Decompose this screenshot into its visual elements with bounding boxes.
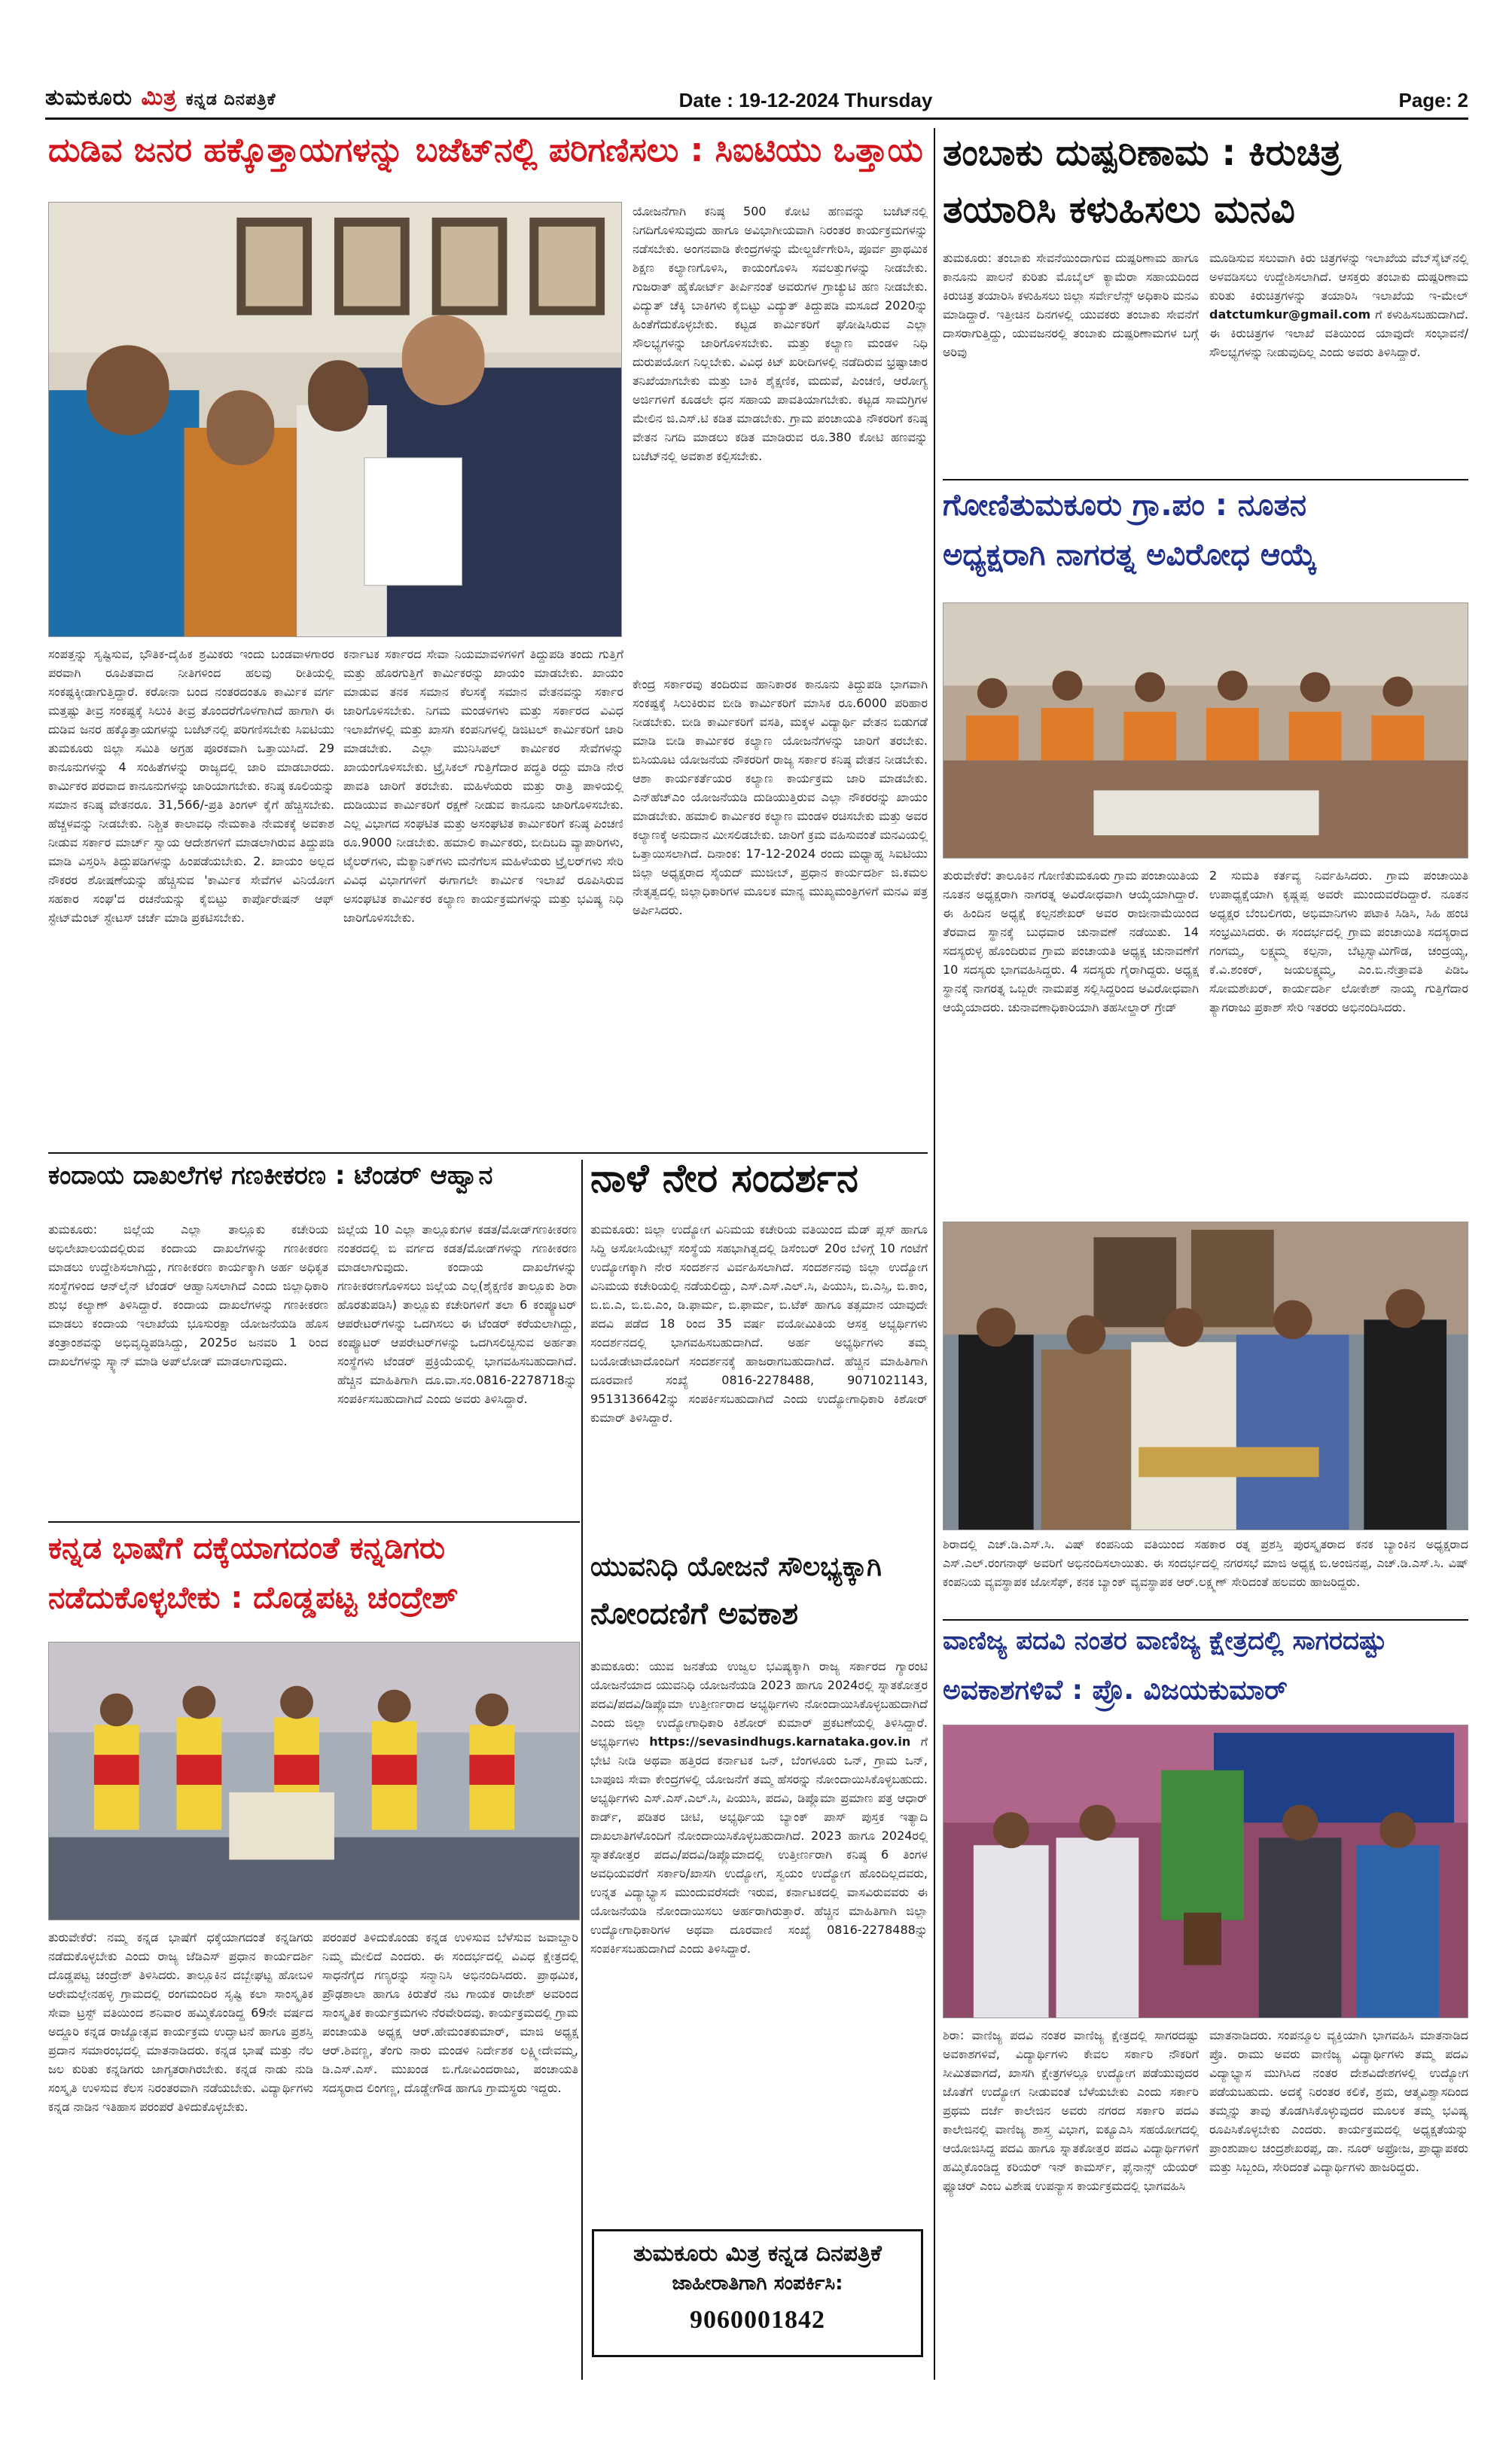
citu-col1: ಸಂಪತ್ತನ್ನು ಸೃಷ್ಟಿಸುವ, ಭೌತಿಕ-ದೈಹಿಕ ಶ್ರಮಿಕರು ಇಂದು ಬಂಡವಾಳಗಾರರ ಪರವಾಗಿ ರೂಪಿತವಾದ ನೀತಿಗಳಿಂದ ಹಲವು ರೀತಿಯಲ್ಲಿ ಸಂಕಷ್ಟಕ್ಕೀಡಾಗುತ್ತಿದ್ದಾರೆ. ಕರೋನಾ ಬಂದ ನಂತರದಂತೂ ಕಾರ್ಮಿಕ ವರ್ಗ ಮತ್ತಷ್ಟು ತೀವ್ರ ಸಂಕಷ್ಟಕ್ಕೆ ಸಿಲುಕಿ ತೀವ್ರ ತೊಂದರೆಗೊಳಗಾಗಿದೆ ಹಾಗಾಗಿ ಈ ದುಡಿವ ಜನರ ಹಕ್ಕೊತ್ತಾಯಗಳನ್ನು ಬಜೆಟ್‌ನಲ್ಲಿ ಪರಿಗಣಿಸಬೇಕು ಸಿಐಟಿಯು ತುಮಕೂರು ಜಿಲ್ಲಾ ಸಮಿತಿ ಅಗ್ರಹ ಪೂರಕವಾಗಿ ಒತ್ತಾಯಿಸಿದೆ. 29 ಕಾನೂನುಗಳನ್ನು 4 ಸಂಹಿತೆಗಳನ್ನು ರಾಜ್ಯದಲ್ಲಿ ಜಾರಿ ಮಾಡಬಾರದು. ಕಾರ್ಮಿಕರ ಪರವಾದ ಕಾನೂನುಗಳನ್ನು ಜಾರಿಯಾಗಬೇಕು. ಕನಿಷ್ಠ ಕೂಲಿಯನ್ನು ಸಮಾನ ಕನಿಷ್ಠ ವೇತನರೂ. 31,566/-ಪ್ರತಿ ತಿಂಗಳ್ ಕೈಗೆ ಹೆಚ್ಚಿಸಬೇಕು. ಹೆಚ್ಚಳವನ್ನು ನೀಡಬೇಕು. ನಿಶ್ಚಿತ ಕಾಲಾವಧಿ ನೇಮಕಾತಿ ನೇಮಕಕ್ಕೆ ಅವಕಾಶ ನೀಡುವ ಸರ್ಕಾರ ಮಾರ್ಚ್ ಸ್ವಾಯ ಆದೇಶಗಳಿಗೆ ಮಾಡಲಾಗಿರುವ ತಿದ್ದುಪಡಿ ಮಾಡಿ ವಿಸ್ತರಿಸಿ ತಿದ್ದುಪಡಿಗಳನ್ನು ಹಿಂಪಡೆಯಬೇಕು. 2. ಖಾಯಂ ಅಲ್ಲದ ನೌಕರರ ಶೋಷಣೆಯನ್ನು ಹೆಚ್ಚಿಸುವ 'ಕಾರ್ಮಿಕ ಸೇವೆಗಳ ವಿನಿಯೋಗ ಸಹಕಾರ ಸಂಘ'ದ ರಚನೆಯನ್ನು ಕೈಬಿಟ್ಟು ಕಾರ್ಪೊರೇಷನ್ ಆಫ್ ಸ್ಟೇಟ್‌ಮೆಂಟ್ ಸ್ಟೇಟಸ್ ಚರ್ಚೆ ಮಾಡಿ ಪ್ರಕಟಿಸಬೇಕು. <box>48 647 334 925</box>
citu-col-right: ಯೋಜನೆಗಾಗಿ ಕನಿಷ್ಠ 500 ಕೋಟಿ ಹಣವನ್ನು ಬಜೆಟ್‌ನಲ್ಲಿ ನಿಗದಿಗೊಳಿಸುವುದು ಹಾಗೂ ಅವಿಭಾಗೀಯವಾಗಿ ನಿರಂತರ ಕಾರ್ಯಕ್ರಮಗಳನ್ನು ನಡೆಸಬೇಕು. ಅಂಗನವಾಡಿ ಕೇಂದ್ರಗಳನ್ನು ಮೇಲ್ದರ್ಜೆಗೇರಿಸಿ, ಪೂರ್ವ ಪ್ರಾಥಮಿಕ ಶಿಕ್ಷಣ ಕಲ್ಯಾಣಗೊಳಿಸಿ, ಕಾಯಂಗೊಳಿಸಿ ಸವಲತ್ತುಗಳನ್ನು ನೀಡಬೇಕು. ಗುಜರಾತ್ ಹೈಕೋರ್ಟ್ ತೀರ್ಪಿನಂತೆ ಅವರುಗಳ ಗ್ರಾಚ್ಯುಟಿ ಹಣ ನೀಡಬೇಕು. ವಿದ್ಯುತ್ ಚೆಕ್ಕಿ ಬಾಕಿಗಳು ಕೈಬಿಟ್ಟು ವಿದ್ಯುತ್ ತಿದ್ದುಪಡಿ ಮಸೂದೆ 2020ನ್ನು ಹಿಂತೆಗೆದುಕೊಳ್ಳಬೇಕು. ಕಟ್ಟಡ ಕಾರ್ಮಿಕರಿಗೆ ಘೋಷಿಸಿರುವ ಎಲ್ಲಾ ಸೌಲಭ್ಯಗಳನ್ನು ಜಾರಿಗೊಳಿಸಬೇಕು. ಮತ್ತು ಕಲ್ಯಾಣ ಮಂಡಳಿ ನಿಧಿ ದುರುಪಯೋಗ ನಿಲ್ಲಬೇಕು. ವಿವಿಧ ಕಿಟ್ ಖರೀದಿಗಳಲ್ಲಿ ನಡೆದಿರುವ ಭ್ರಷ್ಟಾಚಾರ ತನಿಖೆಯಾಗಬೇಕು ಮತ್ತು ಬಾಕಿ ಶೈಕ್ಷಣಿಕ, ಮದುವೆ, ಪಿಂಚಣಿ, ಆರೋಗ್ಯ ಅರ್ಜಿಗಳಿಗೆ ಕೂಡಲೇ ಧನ ಸಹಾಯ ಪಾವತಿಯಾಗಬೇಕು. ಕಟ್ಟಡ ಸಾಮಗ್ರಿಗಳ ಮೇಲಿನ ಜಿ.ಎಸ್.ಟಿ ಕಡಿತ ಮಾಡಬೇಕು. ಗ್ರಾಮ ಪಂಚಾಯತಿ ನೌಕರರಿಗೆ ಕನಿಷ್ಠ ವೇತನ ನಿಗದಿ ಮಾಡಲು ಕಡಿತ ಮಾಡಿರುವ ರೂ.380 ಕೋಟಿ ಹಣವನ್ನು ಬಜೆಟ್‌ನಲ್ಲಿ ಅವಕಾಶ ಕಲ್ಪಿಸಬೇಕು. <box>633 204 928 463</box>
goni-col2: 2 ಸುಮತಿ ಕರ್ತವ್ಯ ನಿರ್ವಹಿಸಿದರು. ಗ್ರಾಮ ಪಂಚಾಯಿತಿ ಉಪಾಧ್ಯಕ್ಷೆಯಾಗಿ ಕೃಷ್ಣಪ್ಪ ಅವರೇ ಮುಂದುವರೆದಿದ್ದಾರೆ. ನೂತನ ಅಧ್ಯಕ್ಷರ ಬೆಂಬಲಿಗರು, ಅಭಿಮಾನಿಗಳು ಪಟಾಕಿ ಸಿಡಿಸಿ, ಸಿಹಿ ಹಂಚಿ ಸಂಭ್ರಮಿಸಿದರು. ಈ ಸಂದರ್ಭದಲ್ಲಿ ಗ್ರಾಮ ಪಂಚಾಯಿತಿ ಸದಸ್ಯರಾದ ಗಂಗಮ್ಮ, ಲಕ್ಷ್ಮಮ್ಮ ಕಲ್ಪನಾ, ಬೆಟ್ಟಸ್ವಾಮಿಗೌಡ, ಚಂದ್ರಯ್ಯ, ಕೆ.ವಿ.ಶಂಕರ್, ಜಯಲಕ್ಷ್ಮಮ್ಮ, ಎಂ.ಬಿ.ನೇತ್ರಾವತಿ ಪಿಡಿಒ ಸೋಮಶೇಖರ್, ಕಾರ್ಯದರ್ಶಿ ಲೋಕೇಶ್ ನಾಯ್ಕ ಗುತ್ತಿಗೆದಾರ ತ್ಯಾಗರಾಜು ಪ್ರಕಾಶ್ ಸೇರಿ ಇತರರು ಅಭಿನಂದಿಸಿದರು. <box>1209 868 1468 1014</box>
tobacco-email: datctumkur@gmail.com <box>1209 307 1371 322</box>
tender-headline: ಕಂದಾಯ ದಾಖಲೆಗಳ ಗಣಕೀಕರಣ : ಟೆಂಡರ್ ಆಹ್ವಾನ <box>48 1161 493 1191</box>
kannada-col2: ಪರಂಪರೆ ತಿಳಿದುಕೊಂಡು ಕನ್ನಡ ಉಳಿಸುವ ಬೆಳೆಸುವ ಜವಾಬ್ದಾರಿ ನಿಮ್ಮ ಮೇಲಿದೆ ಎಂದರು. ಈ ಸಂದರ್ಭದಲ್ಲಿ ವಿವಿಧ ಕ್ಷೇತ್ರದಲ್ಲಿ ಸಾಧನೆಗೈದ ಗಣ್ಯರನ್ನು ಸನ್ಮಾನಿಸಿ ಅಭಿನಂದಿಸಿದರು. ಪ್ರಾಥಮಿಕ, ಪ್ರೌಢಶಾಲಾ ಹಾಗೂ ಕಿರುತೆರೆ ನಟ ಗಾಯಕ ರಾಜೇಶ್ ಅವರಿಂದ ಸಾಂಸ್ಕೃತಿಕ ಕಾರ್ಯಕ್ರಮಗಳು ನೆರವೇರಿದವು. ಕಾರ್ಯಕ್ರಮದಲ್ಲಿ ಗ್ರಾಮ ಪಂಚಾಯತಿ ಅಧ್ಯಕ್ಷ ಆರ್.ಹೇಮಂತಕುಮಾರ್, ಮಾಜಿ ಅಧ್ಯಕ್ಷ ಆರ್.ಶಿವಣ್ಣ, ತೆಂಗು ನಾರು ಮಂಡಳಿ ನಿರ್ದೇಶಕ ಲಕ್ಷ್ಮೀದೇವಮ್ಮ, ಡಿ.ಎಸ್.ಎಸ್. ಮುಖಂಡ ಬಿ.ಗೋವಿಂದರಾಜು, ಪಂಚಾಯತಿ ಸದಸ್ಯರಾದ ಲಿಂಗಣ್ಣ, ದೊಡ್ಡೇಗೌಡ ಹಾಗೂ ಗ್ರಾಮಸ್ಥರು ಇದ್ದರು. <box>322 1930 578 2095</box>
sira-caption: ಶಿರಾದಲ್ಲಿ ಎಚ್.ಡಿ.ಎಸ್.ಸಿ. ವಿಷ್ ಕಂಪನಿಯ ವತಿಯಿಂದ ಸಹಕಾರ ರತ್ನ ಪ್ರಶಸ್ತಿ ಪುರಸ್ಕೃತರಾದ ಕನಕ ಬ್ಯಾಂಕಿನ ಅಧ್ಯಕ್ಷರಾದ ಎಸ್.ಎಲ್.ರಂಗನಾಥ್ ಅವರಿಗೆ ಅಭಿನಂದಿಸಲಾಯಿತು. ಈ ಸಂದರ್ಭದಲ್ಲಿ ನಗರಸಭೆ ಮಾಜಿ ಅಧ್ಯಕ್ಷ ಬಿ.ಅಂಜಿನಪ್ಪ, ಎಚ್.ಡಿ.ಎಸ್.ಸಿ. ವಿಷ್ ಕಂಪನಿಯ ವ್ಯವಸ್ಥಾಪಕ ಜೋಸೆಫ್, ಕನಕ ಬ್ಯಾಂಕ್ ವ್ಯವಸ್ಥಾಪಕ ಆರ್.ಲಕ್ಷ್ಮಣ್ ಸೇರಿದಂತೆ ಹಲವರು ಹಾಜರಿದ್ದರು. <box>943 1537 1468 1589</box>
commerce-photo <box>943 1725 1468 2018</box>
commerce-col2: ಮಾತನಾಡಿದರು. ಸಂಪನ್ಮೂಲ ವ್ಯಕ್ತಿಯಾಗಿ ಭಾಗವಹಿಸಿ ಮಾತನಾಡಿದ ಪ್ರೊ. ರಾಮು ಅವರು ವಾಣಿಜ್ಯ ವಿದ್ಯಾರ್ಥಿಗಳು ತಮ್ಮ ಪದವಿ ವಿದ್ಯಾಭ್ಯಾಸ ಮುಗಿಸಿದ ನಂತರ ದೇಶವಿದೇಶಗಳಲ್ಲಿ ಉದ್ಯೋಗ ಪಡೆಯಬಹುದು. ಅದಕ್ಕೆ ನಿರಂತರ ಕಲಿಕೆ, ಶ್ರಮ, ಆತ್ಮವಿಶ್ವಾಸದಿಂದ ತಮ್ಮನ್ನು ತಾವು ತೊಡಗಿಸಿಕೊಳ್ಳುವುದರ ಮೂಲಕ ತಮ್ಮ ಭವಿಷ್ಯ ರೂಪಿಸಿಕೊಳ್ಳಬೇಕು ಎಂದರು. ಕಾರ್ಯಕ್ರಮದಲ್ಲಿ ಅಧ್ಯಕ್ಷತೆಯನ್ನು ಪ್ರಾಂಶುಪಾಲ ಚಂದ್ರಶೇಖರಪ್ಪ, ಡಾ. ನೂರ್ ಅಫ್ರೋಜ, ಪ್ರಾಧ್ಯಾಪಕರು ಮತ್ತು ಸಿಬ್ಬಂದಿ, ಸೇರಿದಂತೆ ವಿದ್ಯಾರ್ಥಿಗಳು ಹಾಜರಿದ್ದರು. <box>1209 2028 1468 2174</box>
masthead-logo <box>45 84 276 111</box>
yuvanidhi-url: https://sevasindhugs.karnataka.gov.in <box>649 1734 911 1749</box>
tobacco-bottom-rule <box>943 479 1468 480</box>
sira-photo <box>943 1222 1468 1530</box>
issue-date: Date : 19-12-2024 Thursday <box>678 89 933 111</box>
commerce-col1: ಶಿರಾ: ವಾಣಿಜ್ಯ ಪದವಿ ನಂತರ ವಾಣಿಜ್ಯ ಕ್ಷೇತ್ರದಲ್ಲಿ ಸಾಗರದಷ್ಟು ಅವಕಾಶಗಳಿವೆ, ವಿದ್ಯಾರ್ಥಿಗಳು ಕೇವಲ ಸರ್ಕಾರಿ ನೌಕರಿಗೆ ಸೀಮಿತವಾಗದೆ, ಖಾಸಗಿ ಕ್ಷೇತ್ರಗಳಲ್ಲೂ ಉದ್ಯೋಗ ಪಡೆಯುವುದರ ಜೊತೆಗೆ ಉದ್ಯೋಗ ನೀಡುವಂತೆ ಬೆಳೆಯಬೇಕು ಎಂದು ಸರ್ಕಾರಿ ಪ್ರಥಮ ದರ್ಜೆ ಕಾಲೇಜಿನ ಅವರು ನಗರದ ಸರ್ಕಾರಿ ಪದವಿ ಕಾಲೇಜಿನಲ್ಲಿ ವಾಣಿಜ್ಯ ಶಾಸ್ತ್ರ ವಿಭಾಗ, ಐಕ್ಯೂಎಸಿ ಸಹಯೋಗದಲ್ಲಿ ಆಯೋಜಿಸಿದ್ದ ಪದವಿ ಹಾಗೂ ಸ್ನಾತಕೋತ್ತರ ಪದವಿ ವಿದ್ಯಾರ್ಥಿಗಳಿಗೆ ಹಮ್ಮಿಕೊಂಡಿದ್ದ ಕರಿಯರ್ ಇನ್ ಕಾಮರ್ಸ್, ಫೈನಾನ್ಸ್ ಯೆಯರ್ ಫ್ಯೂಚರ್ ಎಂಬ ವಿಶೇಷ ಉಪನ್ಯಾಸ ಕಾರ್ಯಕ್ರಮದಲ್ಲಿ ಭಾಗವಹಿಸಿ <box>943 2028 1199 2193</box>
page-number: Page: 2 <box>1398 89 1468 111</box>
commerce-headline-line1: ವಾಣಿಜ್ಯ ಪದವಿ ನಂತರ ವಾಣಿಜ್ಯ ಕ್ಷೇತ್ರದಲ್ಲಿ ಸಾಗರದಷ್ಟು <box>943 1626 1387 1656</box>
ad-box <box>592 2229 923 2357</box>
ad-box-title: ತುಮಕೂರು ಮಿತ್ರ ಕನ್ನಡ ದಿನಪತ್ರಿಕೆ <box>633 2240 882 2267</box>
yuvanidhi-headline-line2: ನೋಂದಣಿಗೆ ಅವಕಾಶ <box>590 1597 799 1631</box>
tobacco-col2-text: ಮೂಡಿಸುವ ಸಲುವಾಗಿ ಕಿರು ಚಿತ್ರಗಳನ್ನು ಇಲಾಖೆಯ ವೆಬ್‌ಸೈಟ್‌ನಲ್ಲಿ ಅಳವಡಿಸಲು ಉದ್ದೇಶಿಸಲಾಗಿದೆ. ಆಸಕ್ತರು ತಂಬಾಕು ದುಷ್ಪರಿಣಾಮ ಕುರಿತು ಕಿರುಚಿತ್ರಗಳನ್ನು ತಯಾರಿಸಿ ಇಲಾಖೆಯ ಇ-ಮೇಲ್ <box>1209 251 1468 303</box>
tender-bottom-rule <box>48 1521 580 1523</box>
masthead <box>45 84 1468 117</box>
tender-col2: ಜಿಲ್ಲೆಯ 10 ಎಲ್ಲಾ ತಾಲ್ಲೂಕುಗಳ ಕಡತ/ಮೋಡ್‌ಗಣಕೀಕರಣ ನಂತರದಲ್ಲಿ ಬಿ ವರ್ಗದ ಕಡತ/ಮೋಡ್‌ಗಳನ್ನು ಗಣಕೀಕರಣ ಮಾಡಲಾಗುವುದು. ಕಂದಾಯ ದಾಖಲೆಗಳನ್ನು ಗಣಕೀಕರಣಗೊಳಿಸಲು ಜಿಲ್ಲೆಯ ಎಲ್ಲ(ಶೈಕ್ಷಣಿಕ ತಾಲ್ಲೂಕು ಶಿರಾ ಹೊರತುಪಡಿಸಿ) ತಾಲ್ಲೂಕು ಕಚೇರಿಗಳಿಗೆ ತಲಾ 6 ಕಂಪ್ಯೂಟರ್ ಆಪರೇಟರ್‌ಗಳನ್ನು ಒದಗಿಸಲು ಈ ಟೆಂಡರ್ ಕರೆಯಲಾಗಿದ್ದು, ಕಂಪ್ಯೂಟರ್ ಆಪರೇಟರ್‌ಗಳನ್ನು ಒದಗಿಸಲಿಚ್ಛಿಸುವ ಅರ್ಹತಾ ಸಂಸ್ಥೆಗಳು ಟೆಂಡರ್ ಪ್ರಕ್ರಿಯೆಯಲ್ಲಿ ಭಾಗವಹಿಸಬಹುದಾಗಿದೆ. ಹೆಚ್ಚಿನ ಮಾಹಿತಿಗಾಗಿ ದೂ.ವಾ.ಸಂ.0816-2278718ನ್ನು ಸಂಪರ್ಕಿಸಬಹುದಾಗಿದೆ ಎಂದು ಅವರು ತಿಳಿಸಿದ್ದಾರೆ. <box>337 1222 577 1406</box>
yuvanidhi-text-b: ಗೆ ಭೇಟಿ ನೀಡಿ ಅಥವಾ ಹತ್ತಿರದ ಕರ್ನಾಟಕ ಒನ್, ಬೆಂಗಳೂರು ಒನ್, ಗ್ರಾಮ ಒನ್, ಬಾಪೂಜಿ ಸೇವಾ ಕೇಂದ್ರಗಳಲ್ಲಿ ಯೋಜನೆಗೆ ತಮ್ಮ ಹೆಸರನ್ನು ನೋಂದಾಯಿಸಿಕೊಳ್ಳಬಹುದು. ಅಭ್ಯರ್ಥಿಗಳು ಎಸ್.ಎಸ್.ಎಲ್.ಸಿ, ಪಿಯುಸಿ, ಪದವಿ, ಡಿಪ್ಲೊಮಾ ಪ್ರಮಾಣ ಪತ್ರ ಆಧಾರ್ ಕಾರ್ಡ್, ಪಡಿತರ ಚೀಟಿ, ಅಭ್ಯರ್ಥಿಯ ಬ್ಯಾಂಕ್ ಪಾಸ್ ಪುಸ್ತಕ ಇತ್ಯಾದಿ ದಾಖಲಾತಿಗಳೊಂದಿಗೆ ನೋಂದಾಯಿಸಿಕೊಳ್ಳಬಹುದಾಗಿದೆ. 2023 ಹಾಗೂ 2024ರಲ್ಲಿ ಸ್ನಾತಕೋತ್ತರ ಪದವಿ/ಪದವಿ/ಡಿಪ್ಲೊಮಾದಲ್ಲಿ ಉತ್ತೀರ್ಣರಾಗಿ ಕನಿಷ್ಠ 6 ತಿಂಗಳ ಅವಧಿಯವರೆಗೆ ಸರ್ಕಾರಿ/ಖಾಸಗಿ ಉದ್ಯೋಗ, ಸ್ವಯಂ ಉದ್ಯೋಗ ಹೊಂದಿಲ್ಲದವರು, ಉನ್ನತ ವಿದ್ಯಾಭ್ಯಾಸ ಮುಂದುವರೆಸದೇ ಇರುವ, ಕರ್ನಾಟಕದಲ್ಲಿ ವಾಸವಿರುವವರು ಈ ಯೋಜನೆಯಡಿ ನೋಂದಾಯಿಸಲು ಅರ್ಹರಾಗಿರುತ್ತಾರೆ. ಹೆಚ್ಚಿನ ಮಾಹಿತಿಗಾಗಿ ಜಿಲ್ಲಾ ಉದ್ಯೋಗಾಧಿಕಾರಿಗಳ ಅಥವಾ ದೂರವಾಣಿ ಸಂಖ್ಯೆ 0816-2278488ನ್ನು ಸಂಪರ್ಕಿಸಬಹುದಾಗಿದೆ ಎಂದು ತಿಳಿಸಿದ್ದಾರೆ. <box>590 1734 928 1956</box>
kannada-col1: ತುರುವೇಕೆರೆ: ನಮ್ಮ ಕನ್ನಡ ಭಾಷೆಗೆ ಧಕ್ಕೆಯಾಗದಂತೆ ಕನ್ನಡಿಗರು ನಡೆದುಕೊಳ್ಳಬೇಕು ಎಂದು ರಾಜ್ಯ ಜೆಡಿಎಸ್ ಪ್ರಧಾನ ಕಾರ್ಯದರ್ಶಿ ದೊಡ್ಡಪಟ್ಟ ಚಂದ್ರೇಶ್ ತಿಳಿಸಿದರು. ತಾಲ್ಲೂಕಿನ ದಬ್ಬೇಘಟ್ಟ ಹೋಬಳಿ ಅರೇಮಲ್ಲೇನಹಳ್ಳಿ ಗ್ರಾಮದಲ್ಲಿ ರಂಗಮಂದಿರ ಸೃಷ್ಟಿ ಕಲಾ ಸಾಂಸ್ಕೃತಿಕ ಸೇವಾ ಟ್ರಸ್ಟ್ ವತಿಯಿಂದ ಶನಿವಾರ ಹಮ್ಮಿಕೊಂಡಿದ್ದ 69ನೇ ವರ್ಷದ ಅದ್ದೂರಿ ಕನ್ನಡ ರಾಜ್ಯೋತ್ಸವ ಕಾರ್ಯಕ್ರಮ ಉದ್ಘಾಟನೆ ಹಾಗೂ ಪ್ರಶಸ್ತಿ ಪ್ರದಾನ ಸಮಾರಂಭದಲ್ಲಿ ಮಾತನಾಡಿದರು. ಕನ್ನಡ ಭಾಷೆ ಮತ್ತು ನೆಲ ಜಲ ಕುರಿತು ಕನ್ನಡಿಗರು ಜಾಗೃತರಾಗಿರಬೇಕು. ಕನ್ನಡ ನಾಡು ನುಡಿ ಸಂಸ್ಕೃತಿ ಉಳಿಸುವ ಕೆಲಸ ನಿರಂತರವಾಗಿ ನಡೆಯಬೇಕು. ವಿದ್ಯಾರ್ಥಿಗಳು ಕನ್ನಡ ನಾಡಿನ ಇತಿಹಾಸ ಪರಂಪರೆ ತಿಳಿದುಕೊಳ್ಳಬೇಕು. <box>48 1930 313 2114</box>
commerce-headline-line2: ಅವಕಾಶಗಳಿವೆ : ಪ್ರೊ. ವಿಜಯಕುಮಾರ್ <box>943 1675 1288 1706</box>
direct-headline: ನಾಳೆ ನೇರ ಸಂದರ್ಶನ <box>590 1156 858 1201</box>
column-divider <box>934 128 935 2380</box>
yuvanidhi-text-a: ತುಮಕೂರು: ಯುವ ಜನತೆಯ ಉಜ್ವಲ ಭವಿಷ್ಯಕ್ಕಾಗಿ ರಾಜ್ಯ ಸರ್ಕಾರದ ಗ್ಯಾರಂಟಿ ಯೋಜನೆಯಾದ ಯುವನಿಧಿ ಯೋಜನೆಯಡಿ 2023 ಹಾಗೂ 2024ರಲ್ಲಿ ಸ್ನಾತಕೋತ್ತರ ಪದವಿ/ಪದವಿ/ಡಿಪ್ಲೊಮಾ ಉತ್ತೀರ್ಣರಾದ ಅಭ್ಯರ್ಥಿಗಳು ನೋಂದಾಯಿಸಿಕೊಳ್ಳಬಹುದಾಗಿದೆ ಎಂದು ಜಿಲ್ಲಾ ಉದ್ಯೋಗಾಧಿಕಾರಿ ಕಿಶೋರ್ ಕುಮಾರ್ ಪ್ರಕಟಣೆಯಲ್ಲಿ ತಿಳಿಸಿದ್ದಾರೆ. ಅಭ್ಯರ್ಥಿಗಳು <box>590 1659 928 1749</box>
masthead-name-part2: ಮಿತ್ರ <box>141 84 178 111</box>
tobacco-col1: ತುಮಕೂರು: ತಂಬಾಕು ಸೇವನೆಯಿಂದಾಗುವ ದುಷ್ಪರಿಣಾಮ ಹಾಗೂ ಕಾನೂನು ಪಾಲನೆ ಕುರಿತು ಮೊಬೈಲ್ ಕ್ಯಾಮೆರಾ ಸಹಾಯದಿಂದ ಕಿರುಚಿತ್ರ ತಯಾರಿಸಿ ಕಳುಹಿಸಲು ಜಿಲ್ಲಾ ಸರ್ವೇಲೆನ್ಸ್ ಅಧಿಕಾರಿ ಮನವಿ ಮಾಡಿದ್ದಾರೆ. ಇತ್ತೀಚಿನ ದಿನಗಳಲ್ಲಿ ಯುವಕರು ತಂಬಾಕು ಸೇವನೆಗೆ ದಾಸರಾಗುತ್ತಿದ್ದು, ಯುವಜನರಲ್ಲಿ ತಂಬಾಕು ದುಷ್ಪರಿಣಾಮಗಳ ಬಗ್ಗೆ ಅರಿವು <box>943 251 1199 359</box>
direct-body: ತುಮಕೂರು: ಜಿಲ್ಲಾ ಉದ್ಯೋಗ ವಿನಿಮಯ ಕಚೇರಿಯ ವತಿಯಿಂದ ಮೆಡ್ ಪ್ಲಸ್ ಹಾಗೂ ಸಿದ್ದಿ ಅಸೋಸಿಯೇಟ್ಸ್ ಸಂಸ್ಥೆಯ ಸಹಭಾಗಿತ್ವದಲ್ಲಿ ಡಿಸೆಂಬರ್ 20ರ ಬೆಳಿಗ್ಗೆ 10 ಗಂಟೆಗೆ ಉದ್ಯೋಗಕ್ಕಾಗಿ ನೇರ ಸಂದರ್ಶನ ವಿರ್ವಹಿಸಲಾಗಿದೆ. ಸಂದರ್ಶನವು ಜಿಲ್ಲಾ ಉದ್ಯೋಗ ವಿನಿಮಯ ಕಚೇರಿಯಲ್ಲಿ ನಡೆಯಲಿದ್ದು, ಎಸ್.ಎಸ್.ಎಲ್.ಸಿ, ಪಿಯುಸಿ, ಬಿ.ಎಸ್ಸಿ, ಬಿ.ಕಾಂ, ಬಿ.ಬಿ.ಎ, ಬಿ.ಬಿ.ಎಂ, ಡಿ.ಫಾರ್ಮ, ಬಿ.ಫಾರ್ಮ, ಬಿ.ಟೆಕ್ ಹಾಗೂ ತತ್ಸಮಾನ ಯಾವುದೇ ಪದವಿ ಪಡೆದ 18 ರಿಂದ 35 ವರ್ಷ ವಯೋಮಿತಿಯ ಆಸಕ್ತ ಅಭ್ಯರ್ಥಿಗಳು ಸಂದರ್ಶನದಲ್ಲಿ ಭಾಗವಹಿಸಬಹುದಾಗಿದೆ. ಅರ್ಹ ಅಭ್ಯರ್ಥಿಗಳು ತಮ್ಮ ಬಯೋಡೇಟಾದೊಂದಿಗೆ ಸಂದರ್ಶನಕ್ಕೆ ಹಾಜರಾಗಬಹುದಾಗಿದೆ. ಹೆಚ್ಚಿನ ಮಾಹಿತಿಗಾಗಿ ದೂರವಾಣಿ ಸಂಖ್ಯೆ 0816-2278488, 9071021143, 9513136642ನ್ನು ಸಂಪರ್ಕಿಸಬಹುದಾಗಿದೆ ಎಂದು ಉದ್ಯೋಗಾಧಿಕಾರಿ ಕಿಶೋರ್ ಕುಮಾರ್ ತಿಳಿಸಿದ್ದಾರೆ. <box>590 1222 928 1425</box>
masthead-name-part1: ತುಮಕೂರು <box>45 84 133 111</box>
yuvanidhi-headline-line1: ಯುವನಿಧಿ ಯೋಜನೆ ಸೌಲಭ್ಯಕ್ಕಾಗಿ <box>590 1551 882 1582</box>
tender-col1: ತುಮಕೂರು: ಜಿಲ್ಲೆಯ ಎಲ್ಲಾ ತಾಲ್ಲೂಕು ಕಚೇರಿಯ ಅಭಿಲೇಖಾಲಯದಲ್ಲಿರುವ ಕಂದಾಯ ದಾಖಲೆಗಳನ್ನು ಗಣಕೀಕರಣ ಮಾಡಲು ಉದ್ದೇಶಿಸಲಾಗಿದ್ದು, ಗಣಕೀಕರಣ ಕಾರ್ಯಕ್ಕಾಗಿ ಅರ್ಹ ಅಧಿಕೃತ ಸಂಸ್ಥೆಗಳಿಂದ ಆನ್‌ಲೈನ್ ಟೆಂಡರ್ ಆಹ್ವಾನಿಸಲಾಗಿದೆ ಎಂದು ಜಿಲ್ಲಾಧಿಕಾರಿ ಶುಭ ಕಲ್ಯಾಣ್ ತಿಳಿಸಿದ್ದಾರೆ. ಕಂದಾಯ ದಾಖಲೆಗಳನ್ನು ಗಣಕೀಕರಣ ಮಾಡಲು ಕಂದಾಯ ಇಲಾಖೆಯ ಭೂಸುರಕ್ಷಾ ಯೋಜನೆಯಡಿ ಹೊಸ ತಂತ್ರಾಂಶವನ್ನು ಅಭಿವೃದ್ಧಿಪಡಿಸಿದ್ದು, 2025ರ ಜನವರಿ 1 ರಿಂದ ದಾಖಲೆಗಳನ್ನು ಸ್ಕ್ಯಾನ್ ಮಾಡಿ ಅಪ್‌ಲೋಡ್ ಮಾಡಲಾಗುವುದು. <box>48 1222 328 1368</box>
section-divider-mid <box>581 1160 583 2380</box>
citu-bottom-rule <box>48 1152 928 1154</box>
ad-box-phone: 9060001842 <box>690 2306 825 2334</box>
goni-headline-line2: ಅಧ್ಯಕ್ಷರಾಗಿ ನಾಗರತ್ನ ಅವಿರೋಧ ಆಯ್ಕೆ <box>943 538 1317 572</box>
goni-col1: ತುರುವೇಕೆರೆ: ತಾಲೂಕಿನ ಗೋಣಿತುಮಕೂರು ಗ್ರಾಮ ಪಂಚಾಯಿತಿಯ ನೂತನ ಅಧ್ಯಕ್ಷರಾಗಿ ನಾಗರತ್ನ ಅವಿರೋಧವಾಗಿ ಆಯ್ಕೆಯಾಗಿದ್ದಾರೆ. ಈ ಹಿಂದಿನ ಅಧ್ಯಕ್ಷೆ ಕಲ್ಪನಶೇಖರ್ ಅವರ ರಾಜೀನಾಮೆಯಿಂದ ತೆರವಾದ ಸ್ಥಾನಕ್ಕೆ ಬುಧವಾರ ಚುನಾವಣೆ ನಡೆಯಿತು. 14 ಸದಸ್ಯರುಳ್ಳ ಹೊಂದಿರುವ ಗ್ರಾಮ ಪಂಚಾಯತಿ ಅಧ್ಯಕ್ಷ ಚುನಾವಣೆಗೆ 10 ಸದಸ್ಯರು ಭಾಗವಹಿಸಿದ್ದರು. 4 ಸದಸ್ಯರು ಗೈರಾಗಿದ್ದರು. ಅಧ್ಯಕ್ಷ ಸ್ಥಾನಕ್ಕೆ ನಾಗರತ್ನ ಒಬ್ಬರೇ ನಾಮಪತ್ರ ಸಲ್ಲಿಸಿದ್ದರಿಂದ ಅವಿರೋಧವಾಗಿ ಆಯ್ಕೆಯಾದರು. ಚುನಾವಣಾಧಿಕಾರಿಯಾಗಿ ತಹಸೀಲ್ದಾರ್ ಗ್ರೇಡ್ <box>943 868 1199 1014</box>
citu-headline: ದುಡಿವ ಜನರ ಹಕ್ಕೊತ್ತಾಯಗಳನ್ನು ಬಜೆಟ್‌ನಲ್ಲಿ ಪರಿಗಣಿಸಲು : ಸಿಐಟಿಯು ಒತ್ತಾಯ <box>48 131 923 169</box>
sira-bottom-rule <box>943 1619 1468 1621</box>
kannada-headline-line2: ನಡೆದುಕೊಳ್ಳಬೇಕು : ದೊಡ್ಡಪಟ್ಟ ಚಂದ್ರೇಶ್ <box>48 1581 459 1615</box>
yuvanidhi-body <box>590 1657 928 2214</box>
masthead-subtitle: ಕನ್ನಡ ದಿನಪತ್ರಿಕೆ <box>185 90 276 109</box>
tobacco-headline-line2: ತಯಾರಿಸಿ ಕಳುಹಿಸಲು ಮನವಿ <box>943 188 1295 231</box>
tobacco-col2b-text: ಗೆ ಕಳುಹಿಸಬಹುದಾಗಿದೆ. ಈ ಕಿರುಚಿತ್ರಗಳ ಇಲಾಖೆ ವತಿಯಿಂದ ಯಾವುದೇ ಸಂಭಾವನೆ/ಸೌಲಭ್ಯಗಳನ್ನು ನೀಡುವುದಿಲ್ಲ ಎಂದು ಅವರು ತಿಳಿಸಿದ್ದಾರೆ. <box>1209 307 1468 359</box>
goni-photo <box>943 602 1468 859</box>
ad-box-subtitle: ಜಾಹೀರಾತಿಗಾಗಿ ಸಂಪರ್ಕಿಸಿ: <box>672 2272 843 2295</box>
masthead-rule <box>45 117 1468 120</box>
tobacco-col2 <box>1209 249 1468 474</box>
goni-headline-line1: ಗೋಣಿತುಮಕೂರು ಗ್ರಾ.ಪಂ : ನೂತನ <box>943 488 1307 523</box>
citu-col2: ಕರ್ನಾಟಕ ಸರ್ಕಾರದ ಸೇವಾ ನಿಯಮಾವಳಿಗಳಿಗೆ ತಿದ್ದುಪಡಿ ತಂದು ಗುತ್ತಿಗೆ ಮತ್ತು ಹೊರಗುತ್ತಿಗೆ ಕಾರ್ಮಿಕರನ್ನು ಖಾಯಂ ಮಾಡಬೇಕು. ಖಾಯಂ ಮಾಡುವ ತನಕ ಸಮಾನ ಕೆಲಸಕ್ಕೆ ಸಮಾನ ವೇತನವನ್ನು ಸರ್ಕಾರ ಜಾರಿಗೊಳಿಸಬೇಕು. ನಿಗಮ ಮಂಡಳಿಗಳು ಮತ್ತು ಸರ್ಕಾರದ ವಿವಿಧ ಇಲಾಖೆಗಳಲ್ಲಿ ಮತ್ತು ಖಾಸಗಿ ಕಂಪನಿಗಳಲ್ಲಿ ಡಿಜಿಟಲ್ ಕಾರ್ಮಿಕರಿಗೆ ಜಾರಿ ಮಾಡಬೇಕು. ಎಲ್ಲಾ ಮುನಿಸಿಪಲ್ ಕಾರ್ಮಿಕರ ಸೇವೆಗಳನ್ನು ಖಾಯಂಗೊಳಿಸಬೇಕು. ಟ್ರೈಸಿಕಲ್ ಗುತ್ತಿಗೆದಾರ ಪದ್ಧತಿ ರದ್ದು ಮಾಡಿ ನೇರ ಪಾವತಿ ಜಾರಿಗೆ ತರಬೇಕು. ಮಹಿಳೆಯರು ಮತ್ತು ರಾತ್ರಿ ಪಾಳಿಯಲ್ಲಿ ದುಡಿಯುವ ಕಾರ್ಮಿಕರಿಗೆ ರಕ್ಷಣೆ ನೀಡುವ ಕಾನೂನು ಜಾರಿಗೊಳಿಸಬೇಕು. ಎಲ್ಲ ವಿಭಾಗದ ಸಂಘಟಿತ ಮತ್ತು ಅಸಂಘಟಿತ ಕಾರ್ಮಿಕರಿಗೆ ಕನಿಷ್ಠ ಪಿಂಚಣಿ ರೂ.9000 ನೀಡಬೇಕು. ಹಮಾಲಿ ಕಾರ್ಮಿಕರು, ಬೀದಿಬದಿ ವ್ಯಾಪಾರಿಗಳು, ಟೈಲರ್‌ಗಳು, ಮೆಕ್ಯಾನಿಕ್‌ಗಳು ಮನೆಗೆಲಸ ಮಹಿಳೆಯರು ಟ್ರೈಲರ್‌ಗಳು ಸೇರಿ ವಿವಿಧ ವಿಭಾಗಗಳಿಗೆ ಈಗಾಗಲೇ ಕಾರ್ಮಿಕ ಇಲಾಖೆ ರೂಪಿಸಿರುವ ಅಸಂಘಟಿತ ಕಾರ್ಮಿಕರ ಕಲ್ಯಾಣ ಕಾರ್ಯಕ್ರಮಗಳನ್ನು ಮತ್ತು ಭವಿಷ್ಯ ನಿಧಿ ಜಾರಿಗೊಳಿಸಬೇಕು. <box>343 647 623 925</box>
kannada-headline-line1: ಕನ್ನಡ ಭಾಷೆಗೆ ದಕ್ಕೆಯಾಗದಂತೆ ಕನ್ನಡಿಗರು <box>48 1531 445 1566</box>
citu-col3: ಕೇಂದ್ರ ಸರ್ಕಾರವು ತಂದಿರುವ ಹಾನಿಕಾರಕ ಕಾನೂನು ತಿದ್ದುಪಡಿ ಭಾಗವಾಗಿ ಸಂಕಷ್ಟಕ್ಕೆ ಸಿಲುಕಿರುವ ಬೀಡಿ ಕಾರ್ಮಿಕರಿಗೆ ಮಾಸಿಕ ರೂ.6000 ಪರಿಹಾರ ನೀಡಬೇಕು. ಬೀಡಿ ಕಾರ್ಮಿಕರಿಗೆ ವಸತಿ, ಮಕ್ಕಳ ವಿದ್ಯಾರ್ಥಿ ವೇತನ ಬಿಡುಗಡೆ ಮಾಡಿ ಬೀಡಿ ಕಾರ್ಮಿಕರ ಕಲ್ಯಾಣ ಯೋಜನೆಗಳನ್ನು ಜಾರಿಗೆ ತರಬೇಕು. ಬಿಸಿಯೂಟ ಯೋಜನೆಯ ನೌಕರರಿಗೆ ರಾಜ್ಯ ಸರ್ಕಾರ ಕನಿಷ್ಠ ವೇತನ ನೀಡಬೇಕು. ಆಶಾ ಕಾರ್ಯಕರ್ತೆಯರ ಕಲ್ಯಾಣ ಕಾರ್ಯಕ್ರಮ ಜಾರಿ ಮಾಡಬೇಕು. ಎನ್‌ಹೆಚ್‌ಎಂ ಯೋಜನೆಯಡಿ ದುಡಿಯುತ್ತಿರುವ ಎಲ್ಲಾ ನೌಕರರನ್ನು ಖಾಯಂ ಮಾಡಬೇಕು. ಹಮಾಲಿ ಕಾರ್ಮಿಕರ ಕಲ್ಯಾಣ ಮಂಡಳಿ ರಚಿಸಬೇಕು ಮತ್ತು ಅವರ ಕಲ್ಯಾಣಕ್ಕೆ ಅನುದಾನ ಮೀಸಲಿಡಬೇಕು. ಜಾರಿಗೆ ಕ್ರಮ ವಹಿಸುವಂತೆ ಮನವಿಯಲ್ಲಿ ಒತ್ತಾಯಿಸಲಾಗಿದೆ. ದಿನಾಂಕ: 17-12-2024 ರಂದು ಮಧ್ಯಾಹ್ನ ಸಿಐಟಿಯು ಜಿಲ್ಲಾ ಅಧ್ಯಕ್ಷರಾದ ಸೈಯದ್ ಮುಜೀಬ್, ಪ್ರಧಾನ ಕಾರ್ಯದರ್ಶಿ ಜಿ.ಕಮಲ ನೇತೃತ್ವದಲ್ಲಿ ಜಿಲ್ಲಾಧಿಕಾರಿಗಳ ಮೂಲಕ ಮಾನ್ಯ ಮುಖ್ಯಮಂತ್ರಿಗಳಿಗೆ ಮನವಿ ಪತ್ರ ಅರ್ಪಿಸಿದರು. <box>633 677 928 917</box>
kannada-photo <box>48 1642 580 1920</box>
tobacco-headline-line1: ತಂಬಾಕು ದುಷ್ಪರಿಣಾಮ : ಕಿರುಚಿತ್ರ <box>943 132 1342 174</box>
citu-photo <box>48 202 622 637</box>
